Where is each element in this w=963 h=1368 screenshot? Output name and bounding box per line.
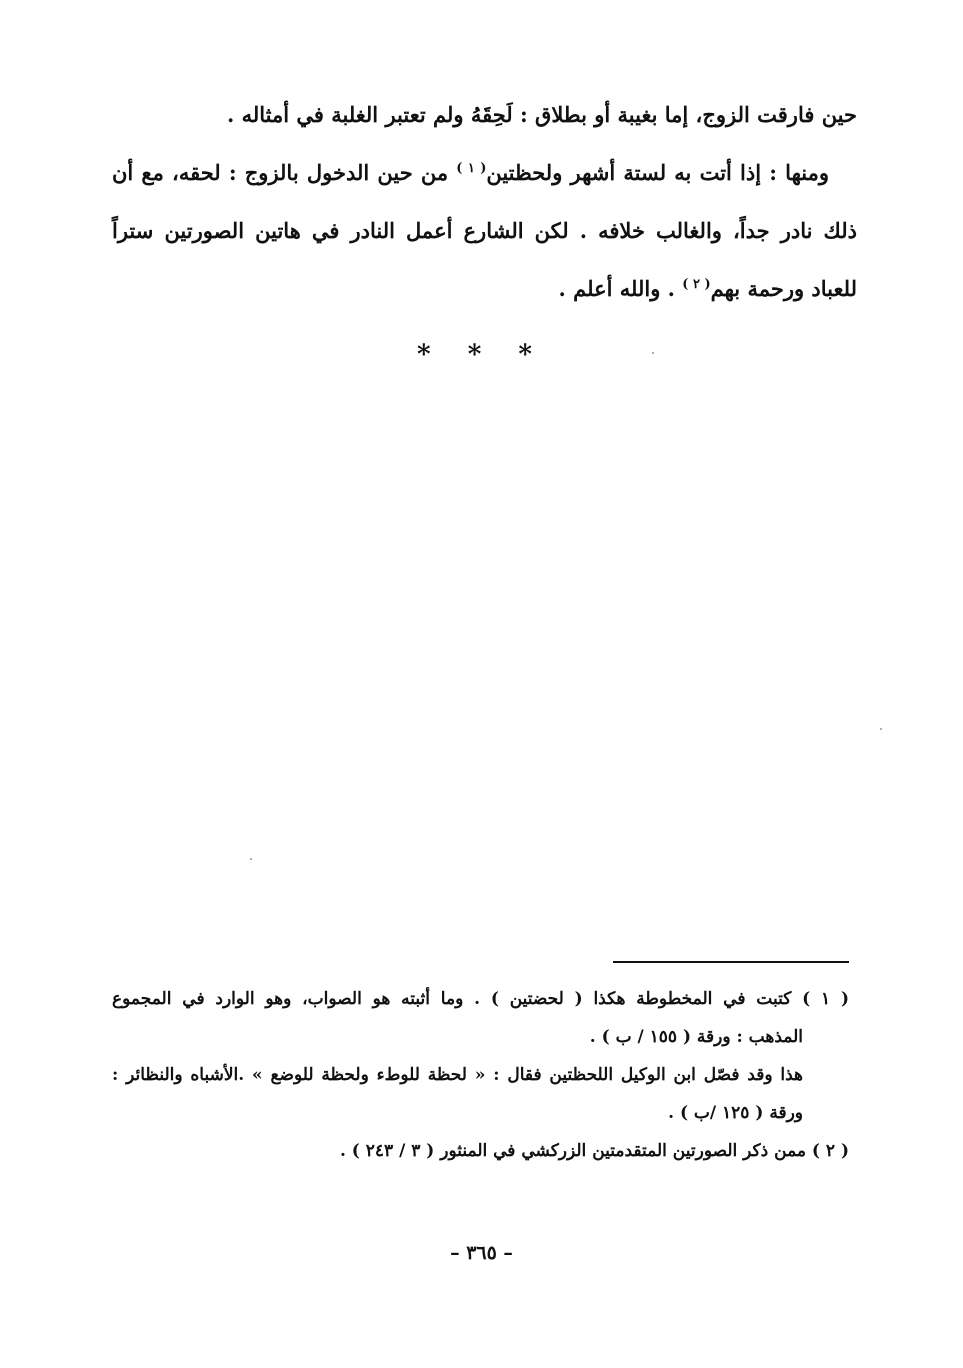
- body-line-4-end: . والله أعلم .: [558, 276, 683, 301]
- body-line-4-start: للعباد ورحمة بهم: [710, 276, 857, 301]
- body-line-2-end: من حين الدخول بالزوج : لحقه، مع أن: [112, 160, 457, 185]
- footnotes: [112, 986, 849, 1176]
- main-text: [112, 100, 857, 332]
- footnote-1-line-3: هذا وقد فصّل ابن الوكيل اللحظتين فقال : « لحظة للوطء ولحظة للوضع » .الأشباه والنظائر :: [112, 1065, 803, 1085]
- footnote-2-line-1: ( ٢ ) ممن ذكر الصورتين المتقدمتين الزركشي في المنثور ( ٣ / ٢٤٣ ) .: [339, 1141, 849, 1161]
- footnote-ref-1: ( ١ ): [456, 161, 487, 176]
- body-line-2-start: ومنها : إذا أتت به لستة أشهر ولحظتين: [486, 160, 829, 185]
- footnote-divider: [613, 961, 849, 963]
- body-line-1: حين فارقت الزوج، إما بغيبة أو بطلاق : لَحِقَهُ ولم تعتبر الغلبة في أمثاله .: [226, 102, 857, 127]
- scan-speck: [880, 728, 882, 730]
- scan-speck: [250, 858, 252, 860]
- page-number: – ٣٦٥ –: [450, 1242, 513, 1264]
- body-line-3: ذلك نادر جداً، والغالب خلافه . لكن الشارع أعمل النادر في هاتين الصورتين ستراً: [112, 218, 857, 243]
- scan-speck: [652, 352, 654, 354]
- body-line-2: [112, 158, 857, 188]
- footnote-1-line-1: ( ١ ) كتبت في المخطوطة هكذا ( لحضتين ) . وما أثبته هو الصواب، وهو الوارد في المجموع: [112, 989, 849, 1009]
- footnote-1-line-4: ورقة ( ١٢٥ /ب ) .: [668, 1103, 803, 1123]
- footnote-1-line-2: المذهب : ورقة ( ١٥٥ / ب ) .: [589, 1027, 803, 1047]
- section-separator: * * *: [417, 340, 546, 370]
- footnote-ref-2: ( ٢ ): [682, 277, 711, 292]
- body-line-4: [112, 274, 857, 304]
